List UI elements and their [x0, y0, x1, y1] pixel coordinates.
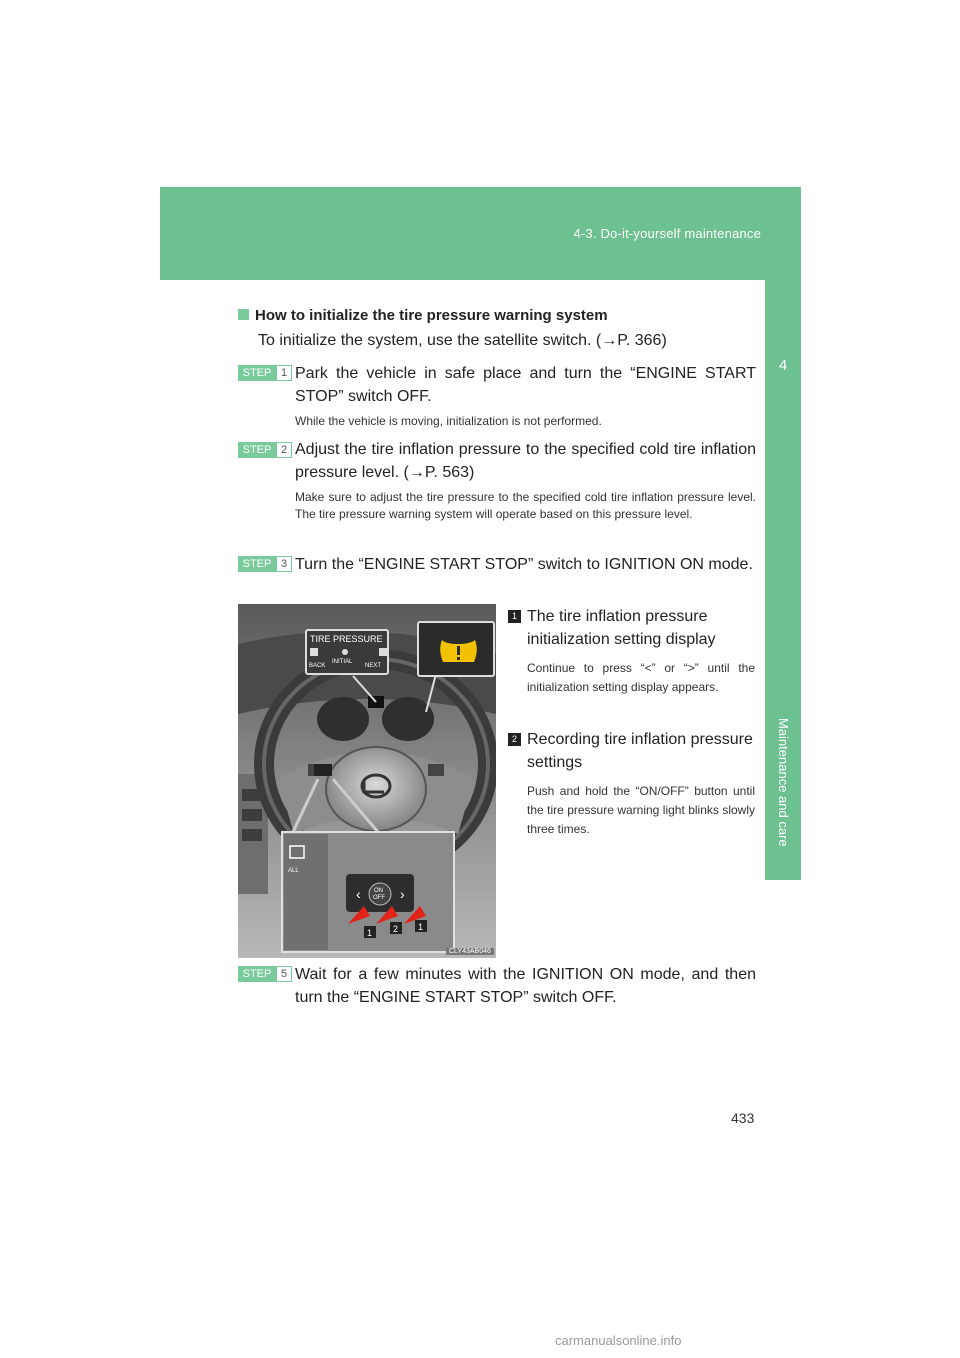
callout-1-note: Continue to press “<” or “>” until the initialization setting display appears.	[527, 661, 755, 694]
step-5-text: Wait for a few minutes with the IGNITION ON mode, and then turn the “ENGINE START STOP” switch OFF.	[295, 966, 756, 1006]
display-back: BACK	[309, 663, 326, 669]
callout-badge-1: 1	[508, 610, 521, 623]
section-heading	[238, 307, 608, 324]
section-intro: To initialize the system, use the satellite switch. (→P. 366)	[258, 332, 667, 349]
step-label: STEP	[238, 556, 276, 572]
display-title: TIRE PRESSURE	[310, 634, 383, 644]
step-label: STEP	[238, 442, 276, 458]
chapter-number: 4	[778, 357, 788, 374]
display-next: NEXT	[365, 663, 382, 669]
step-2-text: Adjust the tire inflation pressure to the specified cold tire inflation pressure level. (→P. 563)	[295, 441, 756, 481]
step-number: 5	[276, 966, 292, 982]
svg-text:›: ›	[400, 886, 405, 902]
step-number: 1	[276, 365, 292, 381]
section-title: 4-3. Do-it-yourself maintenance	[573, 226, 761, 241]
steering-wheel-figure	[238, 604, 496, 958]
step-1-note: While the vehicle is moving, initialization is not performed.	[295, 414, 602, 428]
switch-off-label: OFF	[373, 895, 385, 901]
svg-text:‹: ‹	[356, 886, 361, 902]
dashboard-illustration	[238, 604, 496, 958]
step-label: STEP	[238, 966, 276, 982]
step-badge-3	[238, 556, 292, 572]
window-all-label: ALL	[288, 868, 299, 874]
step-badge-1	[238, 365, 292, 381]
switch-on-label: ON	[374, 888, 383, 894]
chapter-label: Maintenance and care	[776, 718, 791, 847]
heading-square-icon	[238, 309, 249, 320]
figure-marker-2: 2	[393, 924, 399, 934]
step-number: 2	[276, 442, 292, 458]
figure-code: CLY43AB046	[446, 948, 494, 955]
step-label: STEP	[238, 365, 276, 381]
callout-1-title: The tire inflation pressure initialization setting display	[527, 608, 716, 648]
page-number: 433	[731, 1110, 755, 1126]
figure-marker-1: 1	[367, 928, 373, 938]
callout-2-title: Recording tire inflation pressure settings	[527, 731, 753, 771]
display-initial: INITIAL	[332, 659, 353, 665]
step-2-note: Make sure to adjust the tire pressure to the specified cold tire inflation pressure level. The tire pressure warning system will operate based on this pressure level.	[295, 490, 756, 521]
figure-marker-3: 1	[418, 922, 424, 932]
step-number: 3	[276, 556, 292, 572]
step-3-text: Turn the “ENGINE START STOP” switch to IGNITION ON mode.	[295, 556, 753, 573]
callout-2-note: Push and hold the “ON/OFF” button until the tire pressure warning light blinks slowly three times.	[527, 784, 755, 836]
header-band	[160, 187, 801, 280]
watermark: carmanualsonline.info	[555, 1333, 682, 1348]
step-badge-2	[238, 442, 292, 458]
step-badge-5	[238, 966, 292, 982]
callout-badge-2: 2	[508, 733, 521, 746]
step-1-text: Park the vehicle in safe place and turn the “ENGINE START STOP” switch OFF.	[295, 365, 756, 405]
chapter-tab	[765, 280, 801, 880]
section-heading-text: How to initialize the tire pressure warning system	[255, 307, 608, 324]
